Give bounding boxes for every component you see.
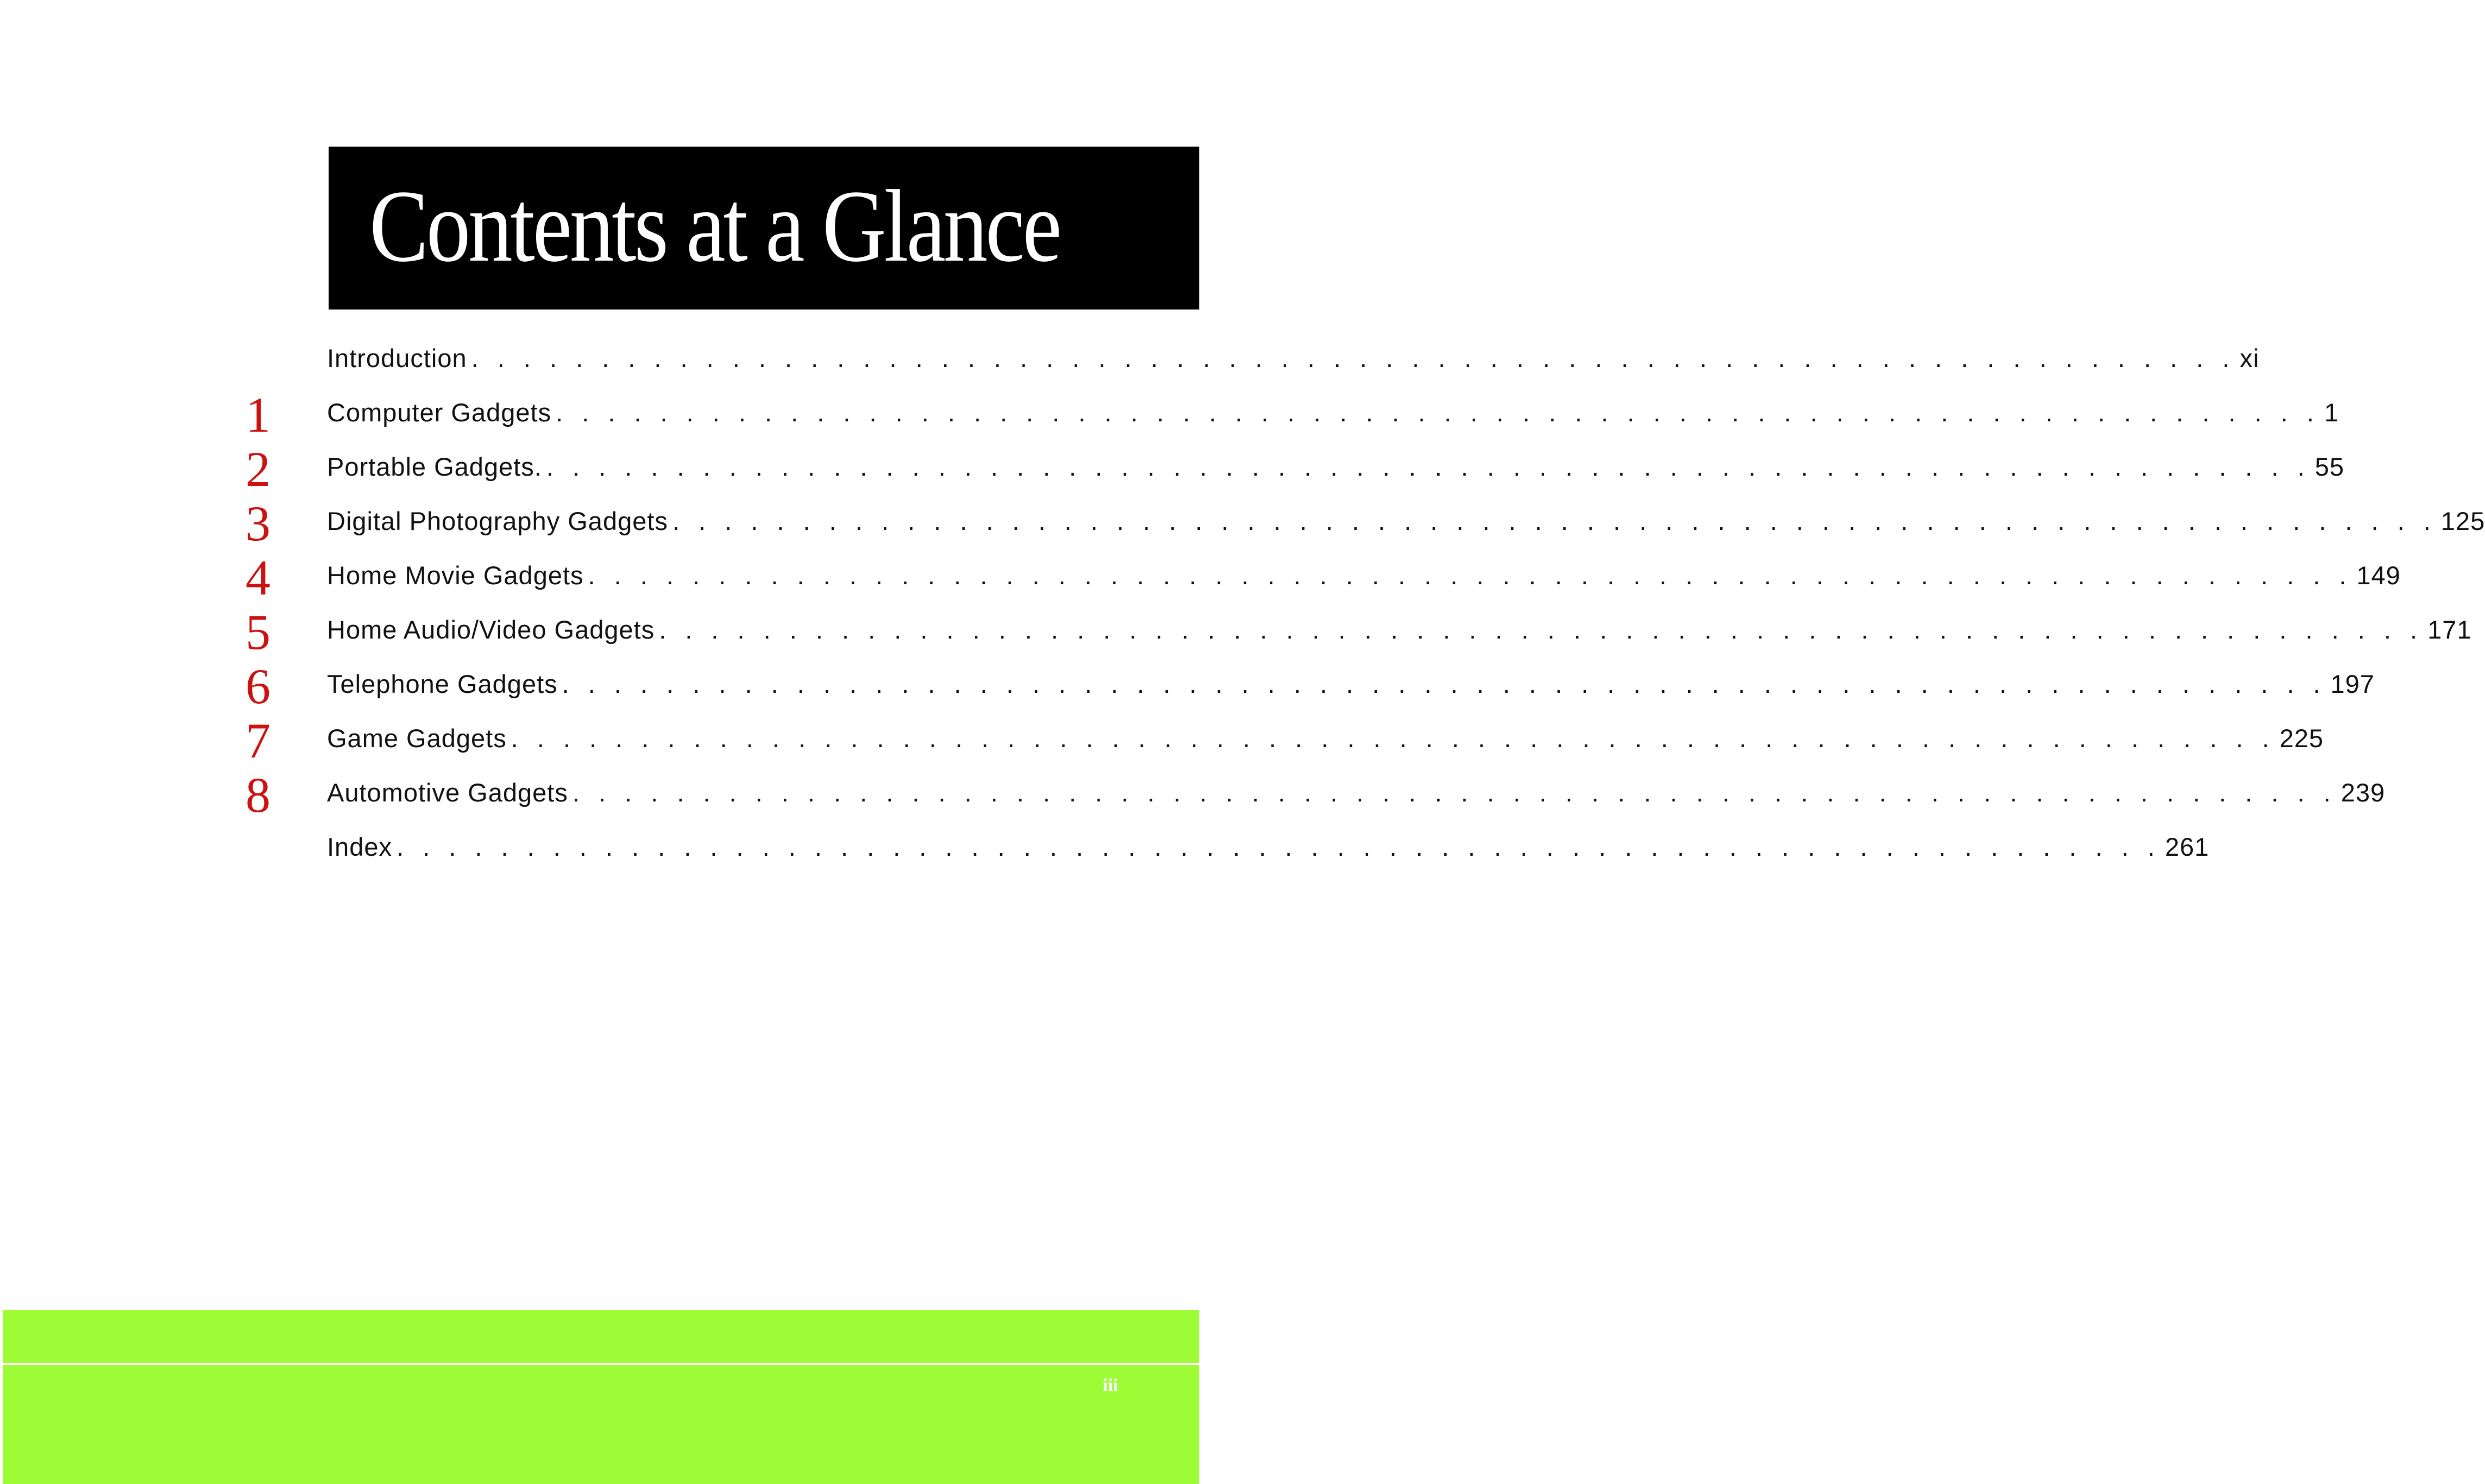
- dot-leader: . . . . . . . . . . . . . . . . . . . . . . . . . . . . . . . . . . . . . . . . . . . . . . . . . . . . . . . . . . . . . . . . . . . .: [396, 832, 2161, 861]
- page-number: 225: [2279, 724, 2324, 753]
- chapter-number: 7: [246, 713, 270, 768]
- entry-title: Game Gadgets: [327, 724, 507, 753]
- toc-entry-line: [327, 669, 2375, 699]
- toc-entry-line: [327, 397, 2339, 428]
- toc-entry-line: [327, 723, 2324, 754]
- page-number: 197: [2330, 670, 2375, 698]
- page-number: 261: [2165, 832, 2210, 861]
- toc-entry-line: [327, 506, 2485, 536]
- chapter-number: 1: [246, 387, 270, 443]
- chapter-number: 4: [246, 550, 270, 605]
- chapter-number: 6: [246, 659, 270, 714]
- entry-title: Home Audio/Video Gadgets: [327, 615, 655, 644]
- toc-entry-line: [327, 560, 2401, 591]
- toc-entry-chapter-4[interactable]: [0, 550, 2401, 615]
- toc-entry-chapter-1[interactable]: [0, 387, 2339, 452]
- toc-entry-index[interactable]: [0, 832, 2210, 886]
- dot-leader: . . . . . . . . . . . . . . . . . . . . . . . . . . . . . . . . . . . . . . . . . . . . . . . . . . . . . . . . . . . . . . . . . . . .: [556, 398, 2320, 427]
- page-number: 149: [2356, 561, 2401, 590]
- page-number: 171: [2427, 615, 2472, 644]
- page-title: Contents at a Glance: [369, 169, 1060, 283]
- toc-entry-chapter-7[interactable]: [0, 713, 2324, 778]
- dot-leader: . . . . . . . . . . . . . . . . . . . . . . . . . . . . . . . . . . . . . . . . . . . . . . . . . . . . . . . . . . . . . . . . . . . .: [562, 670, 2326, 698]
- toc-entry-chapter-3[interactable]: [0, 496, 2485, 560]
- footer-band: [3, 1310, 1199, 1484]
- dot-leader: . . . . . . . . . . . . . . . . . . . . . . . . . . . . . . . . . . . . . . . . . . . . . . . . . . . . . . . . . . . . . . . . . . . .: [511, 724, 2275, 753]
- chapter-number: 2: [246, 441, 270, 497]
- dot-leader: . . . . . . . . . . . . . . . . . . . . . . . . . . . . . . . . . . . . . . . . . . . . . . . . . . . . . . . . . . . . . . . . . . . .: [572, 778, 2337, 807]
- toc-entry-line: [327, 832, 2210, 862]
- toc-entry-chapter-5[interactable]: [0, 604, 2472, 669]
- chapter-number: 8: [246, 767, 270, 823]
- page-number: 1: [2324, 398, 2339, 427]
- footer-divider: [3, 1363, 1199, 1365]
- page-number: xi: [2239, 344, 2260, 372]
- page-number: 125: [2440, 507, 2485, 535]
- toc-entry-line: [327, 343, 2260, 374]
- chapter-number: 5: [246, 604, 270, 660]
- entry-title: Digital Photography Gadgets: [327, 507, 668, 535]
- dot-leader: . . . . . . . . . . . . . . . . . . . . . . . . . . . . . . . . . . . . . . . . . . . . . . . . . . . . . . . . . . . . . . . . . . . .: [588, 561, 2352, 590]
- toc-entry-chapter-2[interactable]: [0, 441, 2344, 506]
- dot-leader: . . . . . . . . . . . . . . . . . . . . . . . . . . . . . . . . . . . . . . . . . . . . . . . . . . . . . . . . . . . . . . . . . . . .: [546, 452, 2311, 481]
- toc-entry-line: [327, 615, 2472, 645]
- entry-title: Introduction: [327, 344, 467, 372]
- chapter-number: 3: [246, 496, 270, 551]
- toc-entry-introduction[interactable]: [0, 343, 2260, 397]
- toc-entry-chapter-6[interactable]: [0, 659, 2375, 723]
- dot-leader: . . . . . . . . . . . . . . . . . . . . . . . . . . . . . . . . . . . . . . . . . . . . . . . . . . . . . . . . . . . . . . . . . . . .: [471, 344, 2236, 372]
- toc-entry-line: [327, 778, 2386, 808]
- page-number: 239: [2341, 778, 2386, 807]
- page-folio: iii: [1103, 1375, 1118, 1395]
- page-number: 55: [2314, 452, 2344, 481]
- entry-title: Index: [327, 832, 392, 861]
- toc-entry-line: [327, 452, 2344, 482]
- entry-title: Portable Gadgets.: [327, 452, 542, 481]
- dot-leader: . . . . . . . . . . . . . . . . . . . . . . . . . . . . . . . . . . . . . . . . . . . . . . . . . . . . . . . . . . . . . . . . . . . .: [659, 615, 2424, 644]
- entry-title: Home Movie Gadgets: [327, 561, 584, 590]
- dot-leader: . . . . . . . . . . . . . . . . . . . . . . . . . . . . . . . . . . . . . . . . . . . . . . . . . . . . . . . . . . . . . . . . . . . .: [672, 507, 2437, 535]
- entry-title: Automotive Gadgets: [327, 778, 568, 807]
- entry-title: Computer Gadgets: [327, 398, 552, 427]
- toc-entry-chapter-8[interactable]: [0, 767, 2386, 832]
- entry-title: Telephone Gadgets: [327, 670, 558, 698]
